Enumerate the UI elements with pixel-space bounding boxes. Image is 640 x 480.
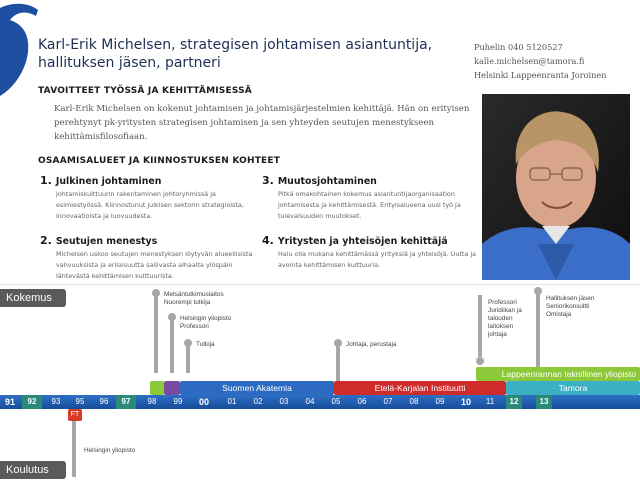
- stem-johtaja: [336, 341, 340, 385]
- career-timeline: [0, 284, 640, 480]
- area-text: Johtamiskulttuurin rakentaminen johtoryhmissä ja esimiestyössä. Kiinnostunut julkisen sektorin strategioista, innovaatioista ja luovuudesta.: [56, 190, 244, 220]
- tick-label: 93: [51, 397, 61, 406]
- tick-label: 09: [435, 397, 445, 406]
- experience-label: Kokemus: [0, 289, 66, 307]
- dot-metsantutkimus: [152, 289, 160, 297]
- stem-metsantutkimus: [154, 291, 158, 373]
- dot-hallitus: [534, 287, 542, 295]
- tick-label: 99: [173, 397, 183, 406]
- dot-tutkija: [184, 339, 192, 347]
- dot-professori: [476, 357, 484, 365]
- tick-label: 11: [485, 397, 495, 406]
- dot-hy-prof: [168, 313, 176, 321]
- bar-lut: Lappeenrannan teknillinen yliopisto: [476, 367, 640, 381]
- tick-label: 97: [116, 395, 136, 409]
- stem-hy-edu: [72, 421, 76, 477]
- tick-label: 08: [409, 397, 419, 406]
- area-number: 1.: [40, 174, 52, 187]
- tick-label: 13: [536, 395, 552, 409]
- stem-professori: [478, 295, 482, 357]
- page-title: Karl-Erik Michelsen, strategisen johtamisen asiantuntija, hallituksen jäsen, partneri: [38, 37, 433, 71]
- bar-purple: [164, 381, 180, 395]
- tick-label: 06: [357, 397, 367, 406]
- area-title: Yritysten ja yhteisöjen kehittäjä: [277, 236, 448, 247]
- area-number: 3.: [262, 174, 274, 187]
- annotation-tutkija: Tutkija: [196, 341, 215, 348]
- tick-label: 03: [279, 397, 289, 406]
- dot-johtaja: [334, 339, 342, 347]
- expertise-area-2: [40, 234, 260, 282]
- expertise-area-3: [262, 174, 482, 222]
- tick-label: 02: [253, 397, 263, 406]
- annotation-hy-professori: Helsingin yliopisto Professori: [180, 315, 232, 330]
- contact-info: [474, 40, 640, 82]
- tick-label: 95: [75, 397, 85, 406]
- area-number: 4.: [262, 234, 274, 247]
- portrait-photo: [482, 94, 630, 280]
- tick-label: 10: [460, 397, 471, 407]
- area-title: Seutujen menestys: [55, 236, 158, 247]
- bar-etela-karjala: Etelä-Karjalan Instituutti: [334, 381, 506, 395]
- tamora-logo-icon: [0, 0, 40, 100]
- stem-hy-prof: [170, 315, 174, 373]
- area-number: 2.: [40, 234, 52, 247]
- annotation-johtaja: Johtaja, perustaja: [346, 341, 397, 348]
- bar-ft: FT: [68, 409, 82, 421]
- tick-label: 01: [227, 397, 237, 406]
- education-label: Koulutus: [0, 461, 66, 479]
- bar-green-small: [150, 381, 164, 395]
- tick-label: 98: [147, 397, 157, 406]
- annotation-hy-edu: Helsingin yliopisto: [84, 447, 136, 454]
- tick-label: 12: [506, 395, 522, 409]
- expertise-area-1: [40, 174, 260, 222]
- bar-suomen-akatemia: Suomen Akatemia: [180, 381, 334, 395]
- tick-label: 04: [305, 397, 315, 406]
- tick-label: 00: [198, 397, 209, 407]
- bar-tamora: Tamora: [506, 381, 640, 395]
- area-title: Julkinen johtaminen: [55, 176, 162, 187]
- tick-label: 07: [383, 397, 393, 406]
- tick-label: 05: [331, 397, 341, 406]
- annotation-professori: Professori Juridiikan ja talouden laitoksen johtaja: [488, 299, 522, 338]
- tick-label: 91: [4, 397, 15, 407]
- tick-label: 96: [99, 397, 109, 406]
- email-link[interactable]: kalle.michelsen@tamora.fi: [474, 56, 585, 66]
- area-title: Muutosjohtaminen: [277, 176, 377, 187]
- annotation-hallitus: Hallituksen jäsen Seniorikonsultti Omistaja: [546, 295, 595, 318]
- tick-label: 92: [22, 395, 42, 409]
- area-text: Halu olla mukana kehittämässä yrityksiä ja yhteisöjä. Uutta ja avointa kehittämisen kulttuuria.: [278, 250, 477, 269]
- objectives-heading: TAVOITTEET TYÖSSÄ JA KEHITTÄMISESSÄ: [38, 86, 252, 96]
- expertise-heading: OSAAMISALUEET JA KIINNOSTUKSEN KOHTEET: [38, 156, 281, 166]
- year-axis: [0, 395, 640, 409]
- area-text: Michelsen uskoo seutujen menestyksen löytyvän alueellisista vahvuuksista ja erilaisuutta sallivasta alhaalta ylöspäin lähtevästä kehittämisen kulttuurista.: [56, 250, 253, 280]
- phone-text: Puhelin 040 5120527: [474, 42, 563, 52]
- annotation-metsantutkimus: Metsäntutkimuslaitos Nuorempi tutkija: [164, 291, 224, 306]
- locations-text: Helsinki Lappeenranta Joroinen: [474, 70, 607, 80]
- objectives-text: Karl-Erik Michelsen on kokenut johtamisen ja johtamisjärjestelmien kehittäjä. Hän on erityisen perehtynyt pk-yritysten strategisen johtamisen ja sen yhteyden seutujen menestykseen kehittämisfilosofiaan.: [54, 104, 470, 142]
- area-text: Pitkä omakohtainen kokemus asiantuntijaorganisaation johtamisesta ja kehittämisestä. Erityisalueena uusi työ ja tulevaisuuden muutokset.: [278, 190, 461, 220]
- expertise-area-4: [262, 234, 482, 271]
